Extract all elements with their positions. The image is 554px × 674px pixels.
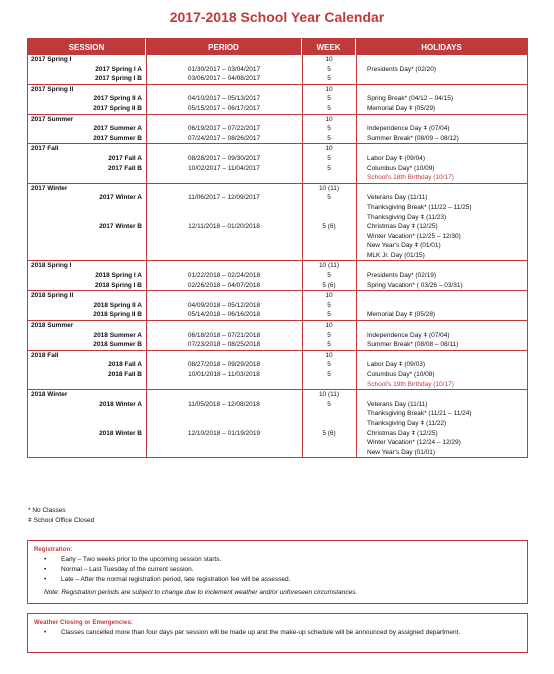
holiday-cell: Summer Break* (08/08 – 08/11)	[367, 341, 459, 349]
session-group	[28, 290, 527, 320]
holiday-cell	[356, 390, 527, 400]
table-row	[28, 134, 527, 144]
session-cell: 2018 Spring I B	[95, 281, 142, 289]
period-cell	[146, 203, 302, 213]
table-row	[28, 370, 527, 380]
list-item	[34, 575, 521, 585]
calendar-table	[27, 38, 528, 458]
session-cell	[28, 251, 146, 261]
table-row	[28, 351, 527, 361]
session-cell: 2017 Fall B	[108, 164, 142, 172]
table-row	[28, 74, 527, 84]
session-cell	[28, 409, 146, 419]
bullet-icon: •	[44, 576, 47, 583]
session-cell: 2018 Spring II A	[93, 301, 142, 309]
holiday-cell: Winter Vacation* (12/25 – 12/30)	[367, 232, 461, 240]
list-item	[34, 555, 521, 565]
period-cell	[146, 241, 302, 251]
legend-office-closed: ǂ School Office Closed	[28, 517, 95, 524]
week-cell: 5	[327, 361, 331, 369]
table-row	[28, 104, 527, 114]
table-row	[28, 203, 527, 213]
session-cell: 2018 Summer	[31, 322, 74, 330]
table-row	[28, 271, 527, 281]
holiday-cell	[356, 291, 527, 301]
bullet-icon: •	[44, 629, 47, 636]
period-cell: 03/06/2017 – 04/08/2017	[187, 75, 261, 83]
holiday-cell: Christmas Day ǂ (12/25)	[367, 429, 438, 437]
registration-title: Registration:	[34, 547, 73, 553]
session-cell: 2018 Spring I	[31, 262, 72, 270]
registration-box	[27, 540, 528, 604]
session-cell	[28, 173, 146, 183]
session-cell: 2017 Spring I	[31, 56, 72, 63]
week-cell	[302, 438, 356, 448]
session-cell: 2017 Summer	[31, 115, 74, 123]
week-cell: 5	[327, 371, 331, 378]
holiday-cell: New Year's Day ǂ (01/01)	[367, 242, 441, 250]
week-cell: 5 (6)	[322, 281, 336, 289]
session-group	[28, 143, 527, 182]
table-header	[28, 39, 527, 55]
table-row	[28, 301, 527, 311]
list-item	[34, 628, 521, 638]
week-cell	[302, 203, 356, 213]
period-cell: 06/18/2018 – 07/21/2018	[187, 331, 261, 339]
session-group	[28, 320, 527, 350]
period-cell: 08/28/2017 – 09/30/2017	[187, 154, 261, 162]
session-cell: 2018 Fall	[31, 351, 59, 359]
table-row	[28, 429, 527, 439]
table-row	[28, 241, 527, 251]
page-title: 2017-2018 School Year Calendar	[169, 9, 385, 25]
session-cell: 2018 Spring II B	[93, 311, 142, 319]
holiday-cell: Presidents Day* (02/20)	[367, 65, 437, 73]
table-row	[28, 65, 527, 75]
session-cell: 2018 Fall B	[108, 371, 142, 378]
table-body	[28, 55, 527, 457]
table-row	[28, 213, 527, 223]
table-row	[28, 184, 527, 194]
table-row	[28, 251, 527, 261]
period-cell	[146, 184, 302, 194]
holiday-cell: Thanksgiving Break* (11/22 – 11/25)	[367, 203, 472, 211]
period-cell	[146, 144, 302, 154]
period-cell	[146, 438, 302, 448]
period-cell	[146, 321, 302, 331]
period-cell	[146, 409, 302, 419]
period-cell: 06/19/2017 – 07/22/2017	[187, 125, 261, 133]
week-cell: 5	[327, 125, 331, 133]
period-cell	[146, 291, 302, 301]
week-cell: 5	[327, 311, 331, 319]
holiday-cell: Presidents Day* (02/19)	[367, 272, 437, 280]
week-cell: 5	[327, 331, 331, 339]
registration-list	[34, 555, 521, 585]
session-cell: 2018 Winter	[31, 391, 68, 399]
table-row	[28, 154, 527, 164]
holiday-cell	[356, 301, 527, 311]
week-cell	[302, 419, 356, 429]
week-cell: 10	[325, 85, 333, 93]
week-cell	[302, 448, 356, 458]
session-cell: 2017 Winter A	[99, 194, 142, 202]
table-row	[28, 340, 527, 350]
period-cell	[146, 351, 302, 361]
period-cell: 11/06/2017 – 12/09/2017	[188, 194, 260, 202]
session-cell	[28, 448, 146, 458]
bullet-icon: •	[44, 566, 47, 573]
session-group	[28, 350, 527, 389]
weather-box	[27, 613, 528, 653]
period-cell	[146, 115, 302, 125]
list-item-text: Early – Two weeks prior to the upcoming session starts.	[61, 556, 222, 563]
session-cell: 2017 Fall A	[108, 154, 142, 162]
session-cell: 2018 Spring I A	[95, 272, 142, 280]
holiday-cell: Columbus Day* (10/08)	[367, 371, 435, 378]
session-cell: 2018 Summer A	[93, 331, 142, 339]
week-cell: 5	[327, 95, 331, 103]
holiday-cell: Veterans Day (11/11)	[367, 194, 428, 202]
session-cell	[28, 419, 146, 429]
table-row	[28, 85, 527, 95]
week-cell: 5	[327, 154, 331, 162]
week-cell	[302, 409, 356, 419]
holiday-cell: Spring Break* (04/12 – 04/15)	[367, 95, 453, 103]
period-cell: 10/02/2017 – 11/04/2017	[188, 164, 260, 172]
table-row	[28, 222, 527, 232]
period-cell	[146, 380, 302, 390]
holiday-cell	[356, 184, 527, 194]
table-row	[28, 115, 527, 125]
session-group	[28, 389, 527, 457]
week-cell: 5 (6)	[322, 223, 336, 231]
session-cell	[28, 241, 146, 251]
session-cell	[28, 380, 146, 390]
holiday-cell: Labor Day ǂ (09/04)	[367, 154, 425, 162]
table-row	[28, 144, 527, 154]
period-cell: 05/14/2018 – 06/16/2018	[187, 311, 261, 319]
header-period: PERIOD	[146, 39, 302, 55]
legend	[28, 506, 94, 526]
holiday-cell	[356, 261, 527, 271]
registration-note: Note: Registration periods are subject to change due to inclement weather and/or unforeseen circumstances.	[44, 589, 358, 596]
period-cell	[146, 390, 302, 400]
session-cell: 2018 Spring II	[31, 292, 74, 300]
period-cell: 07/24/2017 – 08/26/2017	[187, 134, 261, 142]
period-cell	[146, 232, 302, 242]
holiday-cell: Columbus Day* (10/09)	[367, 164, 435, 172]
holiday-cell: Winter Vacation* (12/24 – 12/29)	[367, 439, 461, 447]
holiday-cell: Memorial Day ǂ (05/29)	[367, 104, 436, 112]
table-row	[28, 438, 527, 448]
period-cell: 02/26/2018 – 04/07/2018	[187, 281, 261, 289]
week-cell: 10	[325, 292, 333, 300]
table-row	[28, 360, 527, 370]
session-cell: 2017 Spring I B	[95, 75, 142, 83]
period-cell: 01/22/2018 – 02/24/2018	[187, 272, 261, 280]
week-cell: 10	[325, 145, 333, 153]
holiday-cell: MLK Jr. Day (01/15)	[367, 251, 425, 259]
session-cell	[28, 438, 146, 448]
holiday-cell	[356, 74, 527, 84]
holiday-cell	[356, 85, 527, 95]
table-row	[28, 380, 527, 390]
week-cell: 10	[325, 56, 333, 63]
session-cell: 2017 Spring II B	[93, 104, 142, 112]
legend-no-classes: * No Classes	[28, 507, 66, 514]
week-cell: 5	[327, 104, 331, 112]
header-holidays: HOLIDAYS	[421, 42, 462, 52]
session-cell: 2018 Summer B	[93, 341, 142, 349]
week-cell	[302, 241, 356, 251]
list-item-text: Normal – Last Tuesday of the current session.	[61, 566, 194, 573]
period-cell: 12/11/2018 – 01/20/2018	[188, 223, 260, 231]
session-group	[28, 84, 527, 114]
week-cell: 5	[327, 134, 331, 142]
table-row	[28, 173, 527, 183]
period-cell: 11/05/2018 – 12/08/2018	[188, 400, 260, 408]
holiday-cell: Thanksgiving Break* (11/21 – 11/24)	[367, 410, 472, 418]
holiday-cell: Independence Day ǂ (07/04)	[367, 331, 450, 339]
session-cell: 2017 Spring II	[31, 85, 74, 93]
week-cell	[302, 213, 356, 223]
list-item	[34, 565, 521, 575]
holiday-cell: Summer Break* (08/09 – 08/12)	[367, 134, 459, 142]
period-cell	[146, 55, 302, 65]
holiday-cell: Labor Day ǂ (09/03)	[367, 361, 425, 369]
holiday-cell	[356, 144, 527, 154]
table-row	[28, 55, 527, 65]
header-session: SESSION	[28, 39, 146, 55]
week-cell: 5 (6)	[322, 429, 336, 437]
session-cell: 2018 Winter A	[99, 400, 142, 408]
week-cell: 5	[327, 272, 331, 280]
holiday-cell: Veterans Day (11/11)	[367, 400, 428, 408]
week-cell: 10 (11)	[318, 391, 340, 399]
holiday-cell	[356, 321, 527, 331]
session-cell: 2017 Summer A	[93, 125, 142, 133]
session-group	[28, 260, 527, 290]
holiday-cell: Christmas Day ǂ (12/25)	[367, 223, 438, 231]
period-cell: 08/27/2018 – 09/29/2018	[187, 361, 261, 369]
week-cell: 5	[327, 65, 331, 73]
list-item-text: Classes cancelled more than four days per session will be made up and the make-up schedule will be announced by assigned department.	[61, 629, 461, 636]
session-cell: 2017 Fall	[31, 145, 59, 153]
table-row	[28, 331, 527, 341]
session-cell: 2018 Fall A	[108, 361, 142, 369]
table-row	[28, 124, 527, 134]
week-cell: 10	[325, 115, 333, 123]
week-cell: 5	[327, 75, 331, 83]
table-row	[28, 281, 527, 291]
holiday-cell	[356, 351, 527, 361]
session-cell: 2017 Spring II A	[93, 95, 142, 103]
table-row	[28, 94, 527, 104]
session-cell	[28, 213, 146, 223]
week-cell: 5	[327, 194, 331, 202]
session-cell: 2017 Winter B	[99, 223, 142, 231]
week-cell	[302, 380, 356, 390]
session-group	[28, 114, 527, 144]
period-cell	[146, 261, 302, 271]
weather-list	[34, 628, 521, 638]
period-cell: 05/15/2017 – 06/17/2017	[187, 104, 261, 112]
holiday-cell: New Year's Day (01/01)	[367, 448, 436, 456]
week-cell: 10	[325, 322, 333, 330]
session-cell	[28, 232, 146, 242]
period-cell: 01/30/2017 – 03/04/2017	[187, 65, 261, 73]
period-cell	[146, 213, 302, 223]
table-row	[28, 400, 527, 410]
table-row	[28, 232, 527, 242]
holiday-cell: Thanksgiving Day ǂ (11/23)	[367, 213, 447, 221]
holiday-cell: School's 18th Birthday (10/17)	[367, 174, 454, 182]
period-cell	[146, 419, 302, 429]
week-cell: 5	[327, 400, 331, 408]
holiday-cell: Thanksgiving Day ǂ (11/22)	[367, 419, 447, 427]
table-row	[28, 448, 527, 458]
week-cell	[302, 251, 356, 261]
list-item-text: Late – After the normal registration period, late registration fee will be assessed.	[61, 576, 291, 583]
holiday-cell	[356, 55, 527, 65]
session-cell: 2018 Winter B	[99, 429, 142, 437]
week-cell: 5	[327, 301, 331, 309]
week-cell	[302, 232, 356, 242]
table-row	[28, 164, 527, 174]
table-row	[28, 193, 527, 203]
period-cell: 04/10/2017 – 05/13/2017	[187, 95, 261, 103]
holiday-cell: School's 19th Birthday (10/17)	[367, 380, 454, 388]
period-cell: 04/09/2018 – 05/12/2018	[187, 301, 261, 309]
week-cell	[302, 173, 356, 183]
session-cell: 2017 Spring I A	[95, 65, 142, 73]
period-cell: 12/10/2018 – 01/19/2019	[187, 429, 261, 437]
header-week: WEEK	[302, 39, 356, 55]
table-row	[28, 419, 527, 429]
session-group	[28, 55, 527, 84]
session-cell	[28, 203, 146, 213]
table-row	[28, 261, 527, 271]
table-row	[28, 409, 527, 419]
week-cell: 5	[327, 164, 331, 172]
week-cell: 10	[325, 351, 333, 359]
weather-title: Weather Closing or Emergencies:	[34, 620, 134, 626]
week-cell: 5	[327, 341, 331, 349]
holiday-cell	[356, 115, 527, 125]
holiday-cell: Spring Vacation* ( 03/26 – 03/31)	[367, 281, 463, 289]
table-row	[28, 390, 527, 400]
table-row	[28, 310, 527, 320]
period-cell	[146, 85, 302, 95]
session-cell: 2017 Winter	[31, 184, 68, 192]
period-cell	[146, 251, 302, 261]
session-cell: 2017 Summer B	[93, 134, 142, 142]
bullet-icon: •	[44, 556, 47, 563]
holiday-cell: Memorial Day ǂ (05/28)	[367, 311, 436, 319]
session-group	[28, 183, 527, 261]
period-cell: 07/23/2018 – 08/25/2018	[187, 341, 261, 349]
table-row	[28, 321, 527, 331]
period-cell: 10/01/2018 – 11/03/2018	[188, 371, 260, 378]
period-cell	[146, 448, 302, 458]
week-cell: 10 (11)	[318, 184, 340, 192]
table-row	[28, 291, 527, 301]
week-cell: 10 (11)	[318, 262, 340, 270]
holiday-cell: Independence Day ǂ (07/04)	[367, 125, 450, 133]
period-cell	[146, 173, 302, 183]
